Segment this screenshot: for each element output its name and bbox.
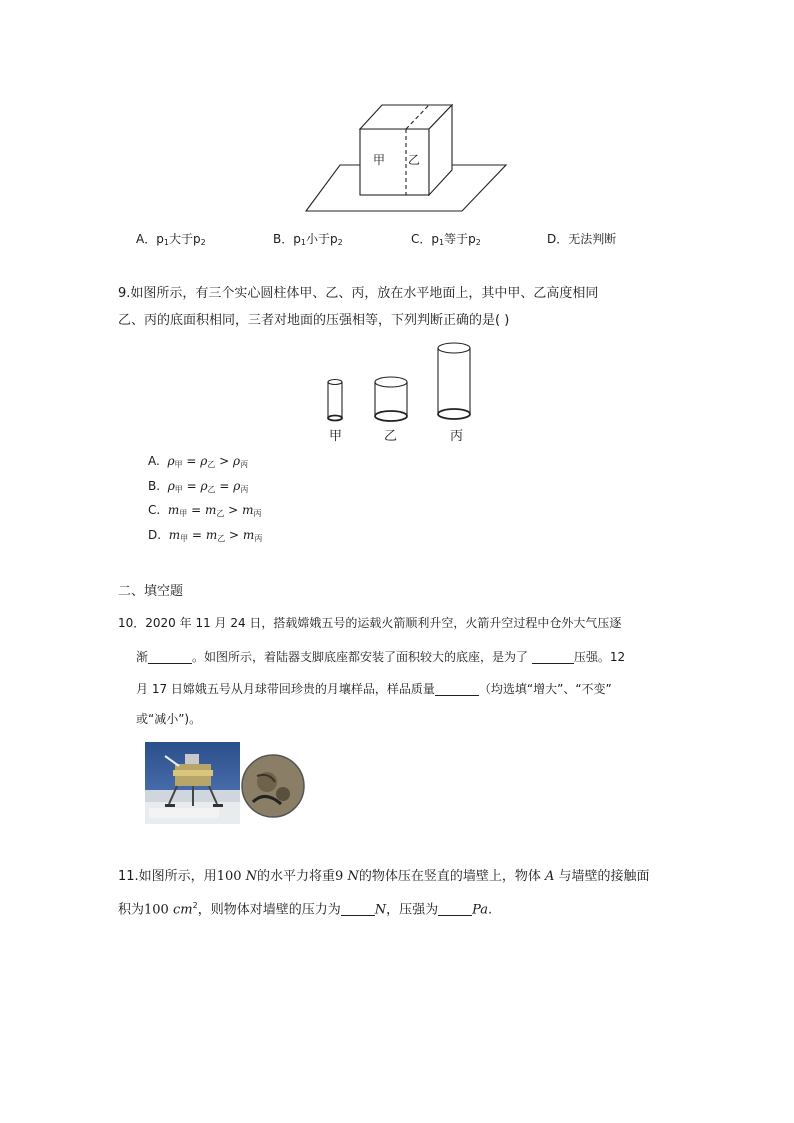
q9-option-b[interactable]: B. ρ甲 = ρ乙 = ρ丙 xyxy=(148,479,249,494)
cylinder-label-bing: 丙 xyxy=(450,429,464,444)
cylinder-label-yi: 乙 xyxy=(384,429,398,444)
q8-option-b[interactable]: B．$p_1$小于$p_2$ xyxy=(273,232,343,247)
q10-line-3: 月 17 日嫦娥五号从月球带回珍贵的月壤样品，样品质量 （均选填“增大”、“不变” xyxy=(136,682,612,696)
q10-line-4: 或“减小”)。 xyxy=(136,712,202,726)
cylinder-label-jia: 甲 xyxy=(329,429,343,444)
q11-line-2: 积为100 $cm^2$，则物体对墙壁的压力为 N，压强为 Pa. xyxy=(118,901,493,918)
answer-blank-1[interactable] xyxy=(148,649,192,664)
q10-line-1: 10．2020 年 11 月 24 日，搭载嫦娥五号的运载火箭顺利升空，火箭升空过程中仓外大气压逐 xyxy=(118,616,622,630)
cube-label-yi: 乙 xyxy=(408,153,421,167)
section-title: 二、填空题 xyxy=(118,584,184,599)
answer-blank-force[interactable] xyxy=(341,901,375,916)
cylinders-figure xyxy=(320,338,480,426)
q9-option-c[interactable]: C. m甲 = m乙 > m丙 xyxy=(148,503,262,518)
lunar-lander-photo xyxy=(145,742,305,824)
q8-option-c[interactable]: C．$p_1$等于$p_2$ xyxy=(411,232,481,247)
cube-on-plane-figure xyxy=(300,98,510,216)
answer-blank-3[interactable] xyxy=(435,681,479,696)
answer-blank-2[interactable] xyxy=(532,649,574,664)
q9-option-a[interactable]: A. ρ甲 = ρ乙 > ρ丙 xyxy=(148,454,249,469)
q9-line-1: 9.如图所示，有三个实心圆柱体甲、乙、丙，放在水平地面上，其中甲、乙高度相同 xyxy=(118,286,599,301)
q9-option-d[interactable]: D. m甲 = m乙 > m丙 xyxy=(148,528,263,543)
q11-line-1: 11.如图所示，用100 N的水平力将重9 N的物体压在竖直的墙壁上，物体 A 与墙壁的接触面 xyxy=(118,869,650,884)
q8-option-a[interactable]: A．$p_1$大于$p_2$ xyxy=(136,232,206,247)
q9-line-2: 乙、丙的底面积相同，三者对地面的压强相等，下列判断正确的是( ) xyxy=(118,313,510,328)
cube-label-jia: 甲 xyxy=(373,153,386,167)
q8-option-d[interactable]: D．无法判断 xyxy=(547,232,617,246)
q10-line-2: 渐 。如图所示，着陆器支脚底座都安装了面积较大的底座，是为了 压强。12 xyxy=(136,650,626,664)
answer-blank-pressure[interactable] xyxy=(438,901,472,916)
